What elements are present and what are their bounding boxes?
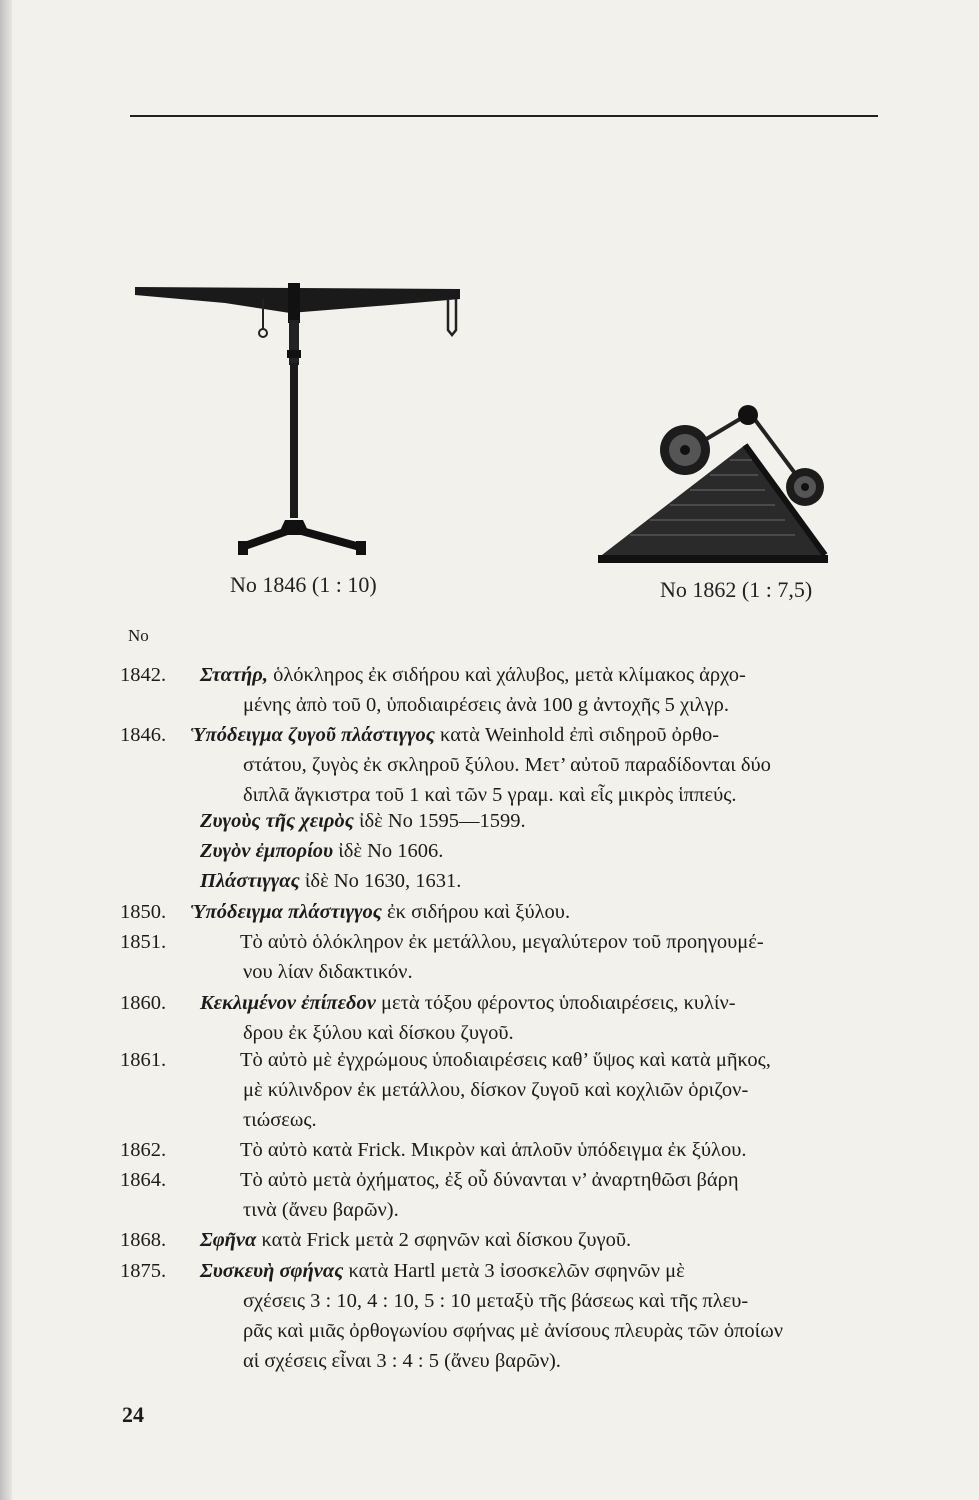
entry-text: ἐκ σιδήρου καὶ ξύλου.	[381, 901, 571, 923]
cross-reference	[200, 870, 461, 893]
entry-number: 1861.	[120, 1049, 167, 1071]
entry-keyword: Ὑπόδειγμα πλάστιγγος	[190, 901, 382, 923]
entry-continuation: σχέσεις 3 : 10, 4 : 10, 5 : 10 μεταξὺ τῆς βάσεως καὶ τῆς πλευ-	[243, 1290, 749, 1312]
page-number: 24	[122, 1402, 144, 1427]
entry-keyword: Συσκευὴ σφήνας	[200, 1260, 344, 1282]
entry-text: κατὰ Frick μετὰ 2 σφηνῶν καὶ δίσκου ζυγοῦ.	[256, 1229, 632, 1251]
entry-number: 1868.	[120, 1229, 167, 1251]
entry-keyword: Κεκλιμένον ἐπίπεδον	[200, 992, 376, 1014]
balance-stand-figure	[130, 275, 470, 565]
entry-continuation: δρου ἐκ ξύλου καὶ δίσκου ζυγοῦ.	[243, 1022, 514, 1044]
entry-keyword: Σφῆνα	[200, 1229, 257, 1251]
reference-text: ἰδὲ No 1606.	[333, 840, 444, 862]
entry-number: 1864.	[120, 1169, 167, 1191]
entry-continuation: μένης ἀπὸ τοῦ 0, ὑποδιαιρέσεις ἀνὰ 100 g ἀντοχῆς 5 χιλγρ.	[243, 694, 730, 716]
reference-keyword: Ζυγὸν ἐμπορίου	[200, 840, 334, 862]
entry-text: Τὸ αὐτὸ ὁλόκληρον ἐκ μετάλλου, μεγαλύτερον τοῦ προηγουμέ-	[240, 931, 764, 953]
entry-continuation: στάτου, ζυγὸς ἐκ σκληροῦ ξύλου. Μετ’ αὐτοῦ παραδίδονται δύο	[243, 754, 771, 776]
entry-number: 1851.	[120, 931, 167, 953]
cross-reference	[200, 810, 526, 833]
reference-text: ἰδὲ No 1630, 1631.	[299, 870, 462, 892]
entry-text: κατὰ Hartl μετὰ 3 ἰσοσκελῶν σφηνῶν μὲ	[343, 1260, 685, 1282]
reference-keyword: Ζυγοὺς τῆς χειρὸς	[200, 810, 354, 832]
page-edge-shadow	[0, 0, 12, 1500]
entry-text: Τὸ αὐτὸ μὲ ἐγχρώμους ὑποδιαιρέσεις καθ’ ὕψος καὶ κατὰ μῆκος,	[240, 1049, 771, 1071]
entry-keyword: Στατήρ,	[200, 664, 268, 686]
entry-number: 1846.	[120, 724, 167, 746]
entry-keyword: Ὑπόδειγμα ζυγοῦ πλάστιγγος	[190, 724, 435, 746]
cross-reference	[200, 840, 443, 863]
reference-keyword: Πλάστιγγας	[200, 870, 300, 892]
entry-number: 1860.	[120, 992, 167, 1014]
header-rule	[130, 115, 878, 117]
inclined-plane-figure	[590, 395, 840, 570]
entry-number: 1850.	[120, 901, 167, 923]
entry-continuation: τιώσεως.	[243, 1109, 317, 1131]
entry-number: 1875.	[120, 1260, 167, 1282]
entry-text: Τὸ αὐτὸ κατὰ Frick. Μικρὸν καὶ ἁπλοῦν ὑπόδειγμα ἐκ ξύλου.	[240, 1139, 747, 1161]
entry-continuation: νου λίαν διδακτικόν.	[243, 961, 413, 983]
entry-text: μετὰ τόξου φέροντος ὑποδιαιρέσεις, κυλίν-	[375, 992, 736, 1014]
entry-continuation: διπλᾶ ἄγκιστρα τοῦ 1 καὶ τῶν 5 γραμ. καὶ εἷς μικρὸς ἱππεύς.	[243, 784, 737, 806]
figure-caption-1862: No 1862 (1 : 7,5)	[660, 577, 813, 602]
figure-caption-1846: No 1846 (1 : 10)	[230, 572, 377, 597]
entry-continuation: αἱ σχέσεις εἶναι 3 : 4 : 5 (ἄνευ βαρῶν).	[243, 1350, 561, 1372]
entry-continuation: τινὰ (ἄνευ βαρῶν).	[243, 1199, 399, 1221]
entry-number: 1842.	[120, 664, 167, 686]
entry-continuation: ρᾶς καὶ μιᾶς ὀρθογωνίου σφήνας μὲ ἀνίσους πλευρὰς τῶν ὁποίων	[243, 1320, 783, 1342]
reference-text: ἰδὲ No 1595—1599.	[353, 810, 526, 832]
number-column-header: No	[128, 626, 149, 645]
entry-text: ὁλόκληρος ἐκ σιδήρου καὶ χάλυβος, μετὰ κλίμακος ἀρχο-	[267, 664, 746, 686]
entry-number: 1862.	[120, 1139, 167, 1161]
entry-text: κατὰ Weinhold ἐπὶ σιδηροῦ ὀρθο-	[434, 724, 720, 746]
entry-text: Τὸ αὐτὸ μετὰ ὀχήματος, ἐξ οὗ δύνανται ν’ ἀναρτηθῶσι βάρη	[240, 1169, 739, 1191]
entry-continuation: μὲ κύλινδρον ἐκ μετάλλου, δίσκον ζυγοῦ καὶ κοχλιῶν ὁριζον-	[243, 1079, 749, 1101]
